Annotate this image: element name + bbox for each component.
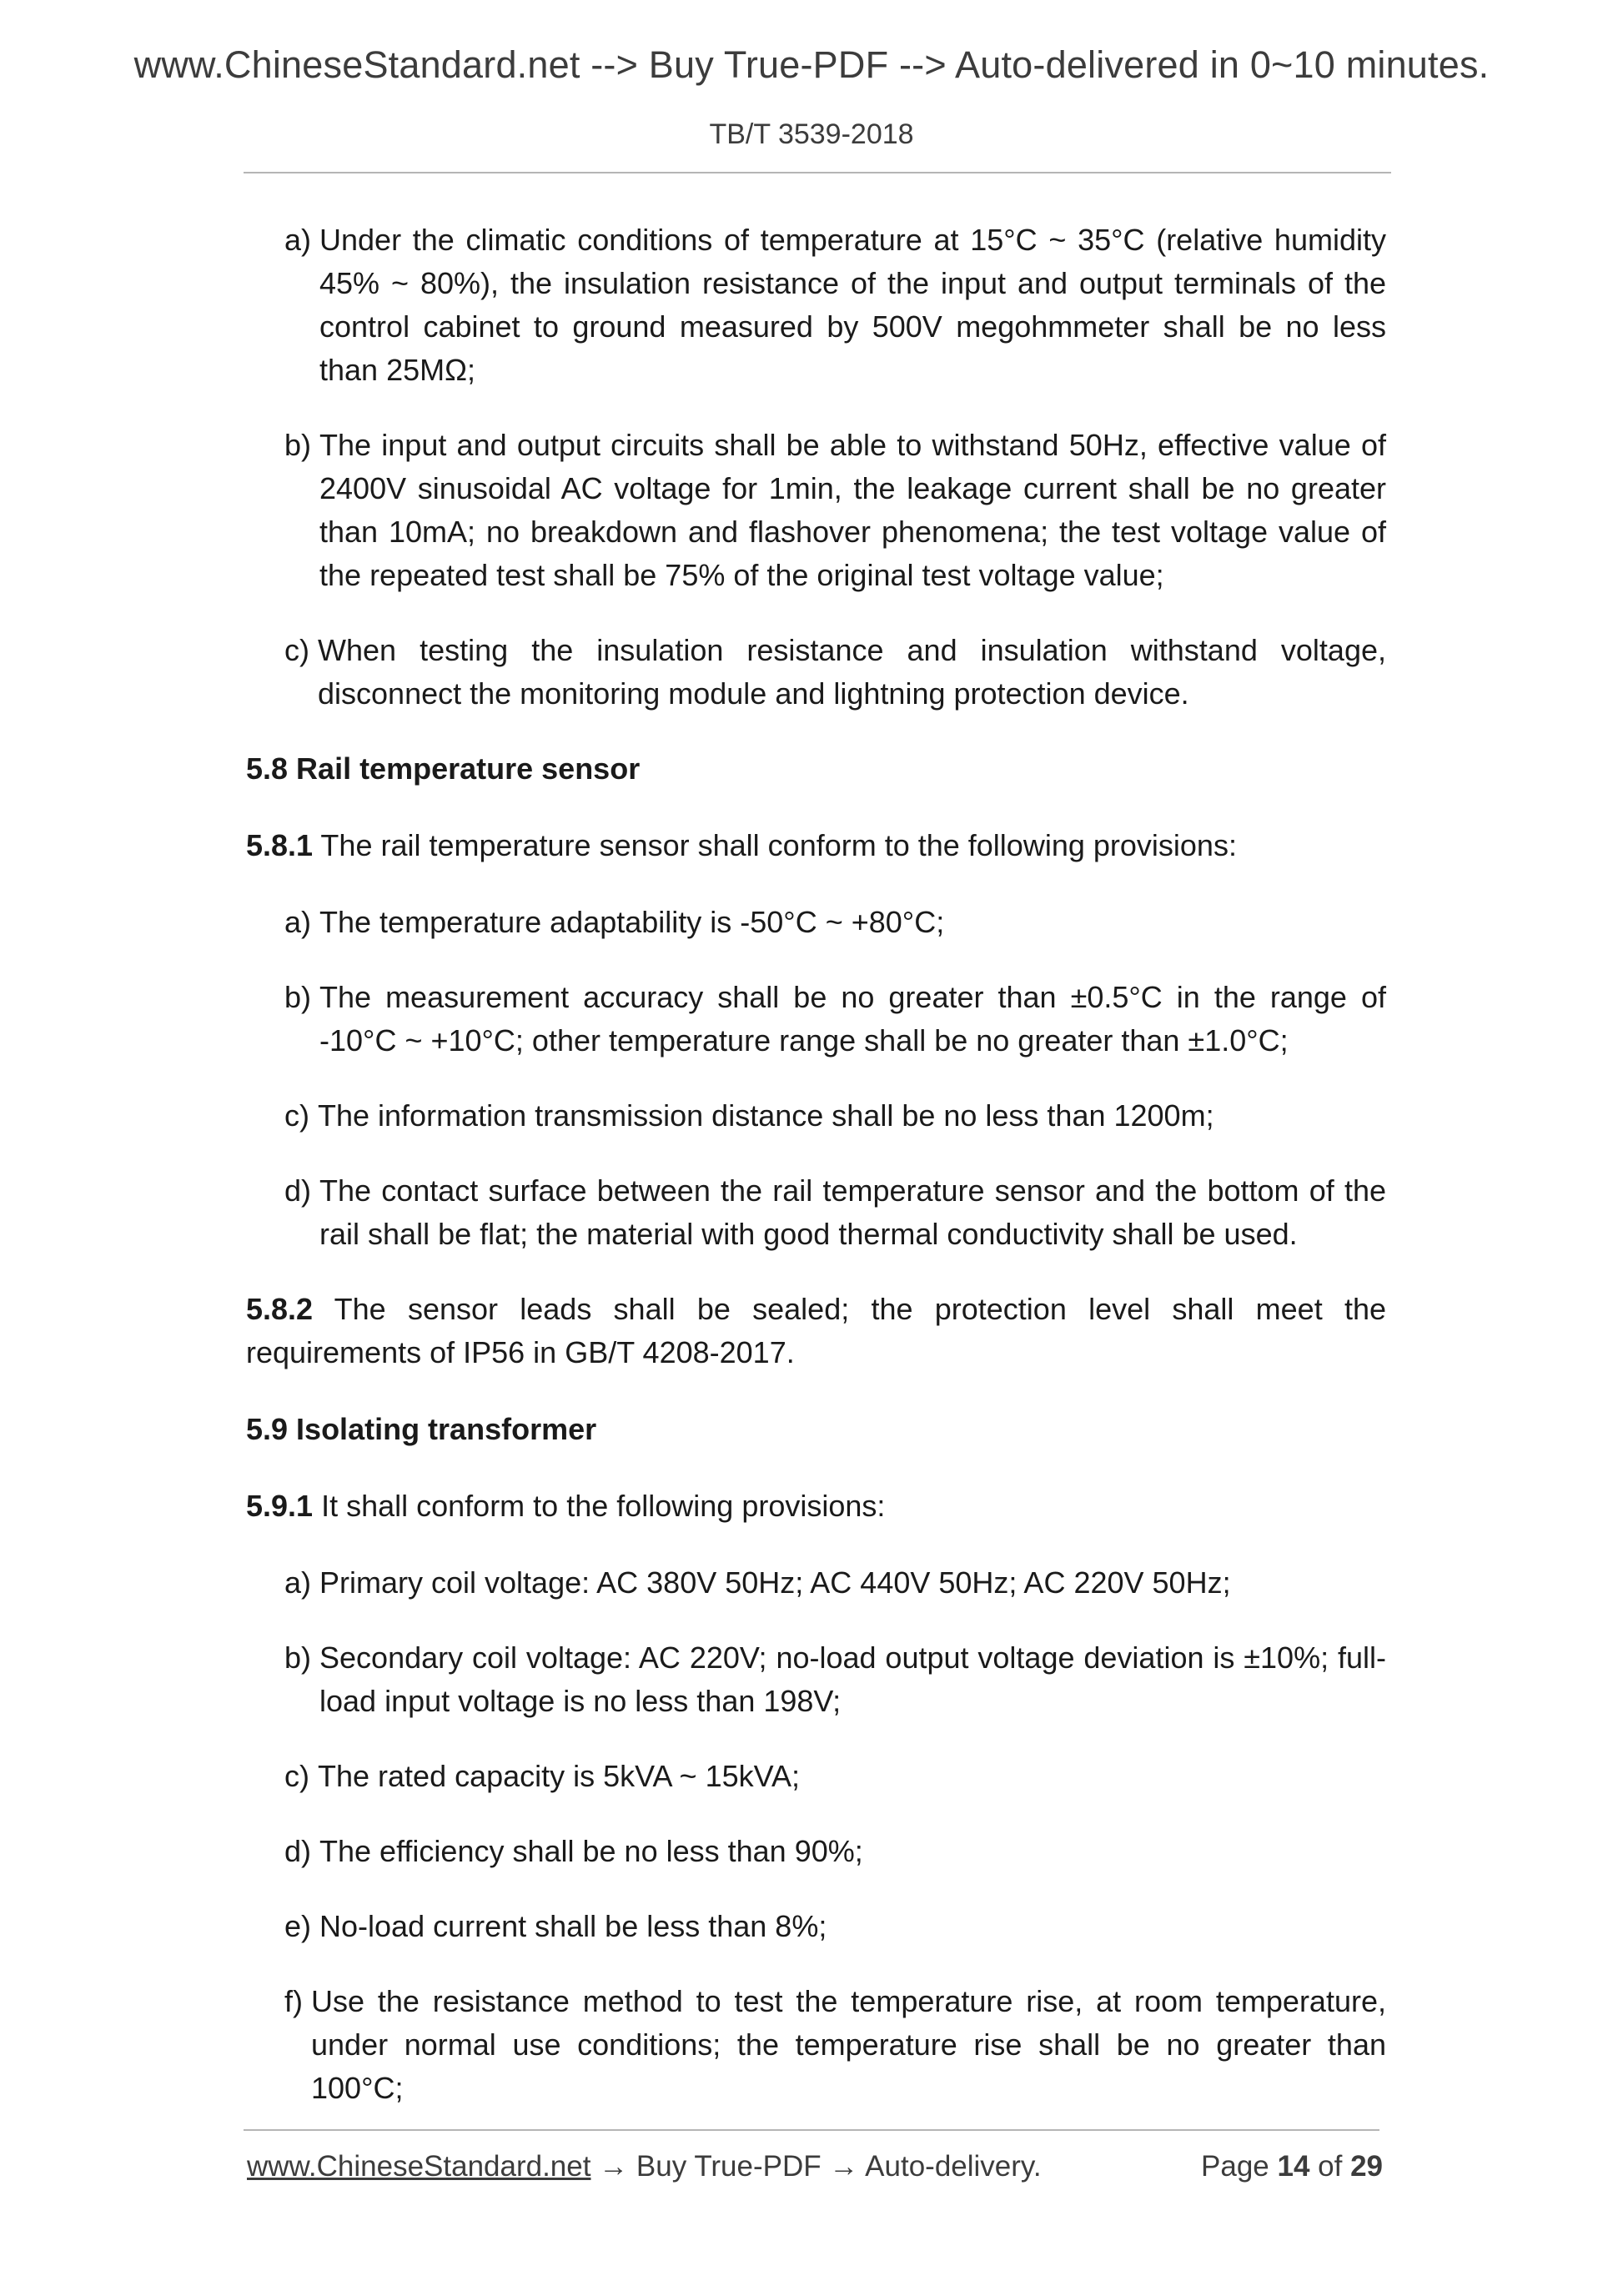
site-link[interactable]: www.ChineseStandard.net bbox=[247, 2150, 591, 2183]
page-footer bbox=[247, 2150, 1383, 2183]
page-content bbox=[246, 219, 1386, 2142]
clause-5-9-1: 5.9.1 It shall conform to the following provisions: bbox=[246, 1489, 886, 1523]
document-id: TB/T 3539-2018 bbox=[709, 118, 914, 150]
list-item: b) Secondary coil voltage: AC 220V; no-load output voltage deviation is ±10%; full-load input voltage is no less than 198V; bbox=[284, 1640, 1386, 1718]
list-item: c) The rated capacity is 5kVA ~ 15kVA; bbox=[284, 1759, 800, 1793]
clause-5-8-1: 5.8.1 The rail temperature sensor shall conform to the following provisions: bbox=[246, 828, 1237, 862]
top-banner: www.ChineseStandard.net --> Buy True-PDF --> Auto-delivered in 0~10 minutes. bbox=[133, 43, 1490, 86]
list-item: b) The measurement accuracy shall be no greater than ±0.5°C in the range of -10°C ~ +10°C; other temperature range shall be no greater than ±1.0°C; bbox=[284, 980, 1386, 1058]
list-item: c) When testing the insulation resistance and insulation withstand voltage, disconnect the monitoring module and lightning protection device. bbox=[284, 633, 1386, 711]
section-heading-5-9: 5.9 Isolating transformer bbox=[246, 1412, 597, 1446]
page-number: 14 bbox=[1277, 2150, 1310, 2183]
footer-left bbox=[247, 2150, 1042, 2183]
clause-5-8-2: 5.8.2 The sensor leads shall be sealed; the protection level shall meet the requirements of IP56 in GB/T 4208-2017. bbox=[246, 1292, 1386, 1369]
header-divider bbox=[244, 172, 1391, 173]
list-item: a) Under the climatic conditions of temperature at 15°C ~ 35°C (relative humidity 45% ~ 80%), the insulation resistance of the input and output terminals of the control cabinet to ground measured by 500V megohmmeter shall be no less than 25MΩ; bbox=[284, 223, 1386, 387]
page-total: 29 bbox=[1350, 2150, 1383, 2183]
list-item: c) The information transmission distance shall be no less than 1200m; bbox=[284, 1098, 1214, 1133]
list-item: a) The temperature adaptability is -50°C ~ +80°C; bbox=[284, 905, 945, 939]
page-indicator: Page 14 of 29 bbox=[1201, 2150, 1383, 2183]
footer-divider bbox=[244, 2129, 1379, 2131]
list-item: e) No-load current shall be less than 8%; bbox=[284, 1909, 827, 1943]
list-item: d) The efficiency shall be no less than 90%; bbox=[284, 1834, 863, 1868]
list-item: d) The contact surface between the rail temperature sensor and the bottom of the rail shall be flat; the material with good thermal conductivity shall be used. bbox=[284, 1173, 1386, 1251]
list-item: a) Primary coil voltage: AC 380V 50Hz; AC 440V 50Hz; AC 220V 50Hz; bbox=[284, 1565, 1231, 1600]
list-item: b) The input and output circuits shall be able to withstand 50Hz, effective value of 2400V sinusoidal AC voltage for 1min, the leakage current shall be no greater than 10mA; no breakdown and flashover phenomena; the test voltage value of the repeated test shall be 75% of the original test voltage value; bbox=[284, 428, 1386, 592]
footer-tagline: → Buy True-PDF → Auto-delivery. bbox=[590, 2150, 1042, 2183]
list-item: f) Use the resistance method to test the temperature rise, at room temperature, under normal use conditions; the temperature rise shall be no greater than 100°C; bbox=[284, 1984, 1386, 2105]
section-heading-5-8: 5.8 Rail temperature sensor bbox=[246, 751, 641, 786]
